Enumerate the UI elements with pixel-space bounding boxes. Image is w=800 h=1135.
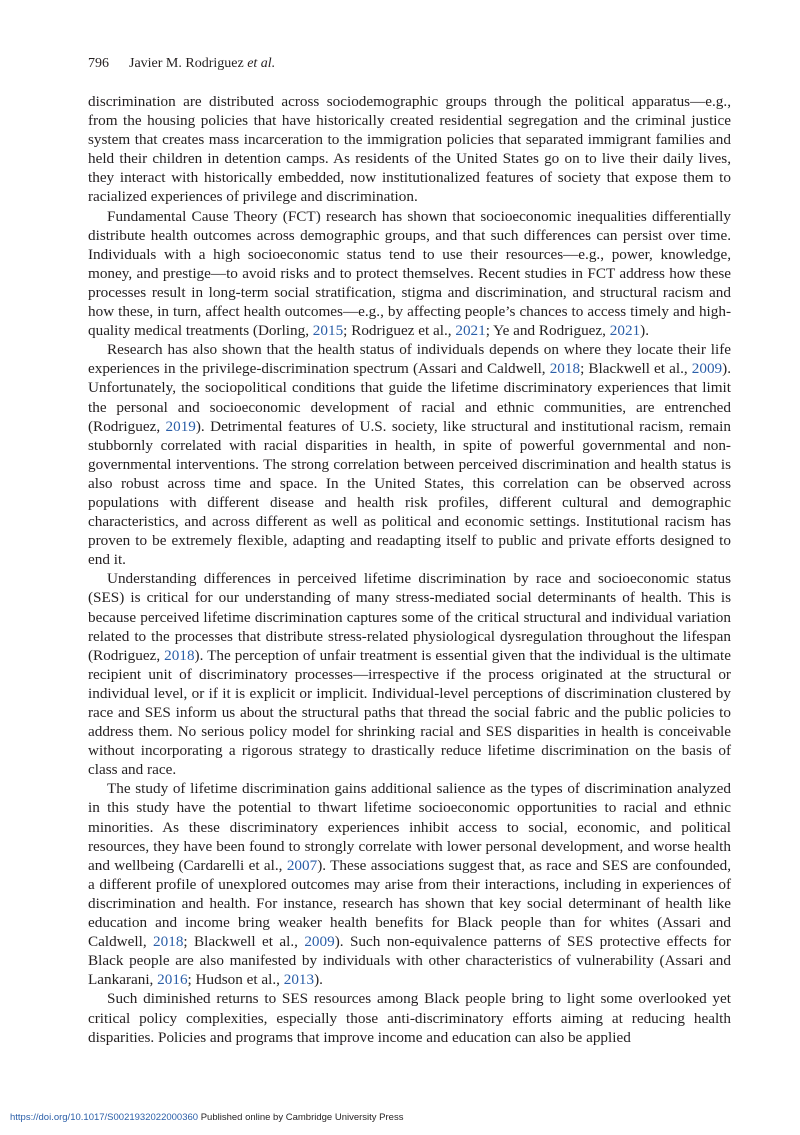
citation-year-link[interactable]: 2007 (286, 856, 318, 874)
paragraph-text: ). (314, 971, 323, 989)
citation-year-link[interactable]: 2009 (691, 360, 723, 378)
paragraph-text: ). Unfortunately, the sociopolitical conditions that guide the lifetime discriminatory experiences that limit the personal and socioeconomic development of racial and ethnic communities, are entrenched (Rodriguez, (88, 360, 731, 435)
page-footer (10, 1112, 403, 1124)
running-head-author: Javier M. Rodriguez (129, 56, 244, 71)
citation-year-link[interactable]: 2021 (609, 322, 641, 340)
paragraph-text: ). Detrimental features of U.S. society, like structural and institutional racism, remain stubbornly correlated with racial disparities in health, in spite of powerful governmental and non-governmental interventions. The strong correlation between perceived discrimination and health status is also robust across time and space. In the United States, this correlation can be observed across populations with different disease and health risk profiles, different cultural and demographic characteristics, and across different as well as political and economic settings. Institutional racism has proven to be extremely flexible, adapting and readapting itself to public and private efforts designed to end it. (88, 417, 731, 569)
publisher-note: Published online by Cambridge University Press (198, 1112, 404, 1123)
paragraph-text: ). Such non-equivalence patterns of SES protective effects for Black people are also manifested by individuals with other characteristics of vulnerability (Assari and Lankarani, (88, 933, 731, 989)
paragraph-text: ). The perception of unfair treatment is essential given that the individual is the ultimate recipient unit of discriminatory processes—irrespective if the process originated at the structural or individual level, or if it is explicit or implicit. Individual-level perceptions of discrimination clustered by race and SES inform us about the structural paths that thread the social fabric and the public policies to address them. No serious policy model for shrinking racial and SES disparities in health is conceivable without incorporating a rigorous strategy to drastically reduce lifetime discrimination on the basis of class and race. (88, 646, 731, 779)
paragraph-text: Understanding differences in perceived lifetime discrimination by race and socioeconomic status (SES) is critical for our understanding of many stress-mediated social determinants of health. This is because perceived lifetime discrimination captures some of the critical structural and individual variation related to the processes that distribute stress-related physiological dysregulation throughout the lifespan (Rodriguez, (88, 570, 731, 664)
running-head-et-al: et al. (247, 56, 276, 71)
citation-year-link[interactable]: 2019 (165, 417, 196, 435)
citation-year-link[interactable]: 2016 (157, 971, 188, 989)
citation-year-link[interactable]: 2009 (304, 933, 335, 951)
paragraph-text: ; Blackwell et al., (183, 933, 305, 951)
paragraph-text: ). (640, 322, 649, 340)
citation-year-link[interactable]: 2015 (312, 322, 344, 340)
body-paragraph (88, 207, 731, 341)
citation-year-link[interactable]: 2013 (283, 971, 315, 989)
paragraph-text: Fundamental Cause Theory (FCT) research has shown that socioeconomic inequalities differentially distribute health outcomes across demographic groups, and that such differences can persist over time. Individuals with a high socioeconomic status tend to use their resources—e.g., power, knowledge, money, and prestige—to avoid risks and to protect themselves. Recent studies in FCT address how these processes result in long-term social stratification, stigma and discrimination, and structural racism and how these, in turn, affect health outcomes—e.g., by affecting people’s chances to access timely and high-quality medical treatments (Dorling, (88, 207, 731, 340)
paragraph-text: discrimination are distributed across sociodemographic groups through the political apparatus—e.g., from the housing policies that have historically created residential segregation and the criminal justice system that creates mass incarceration to the immigration policies that separated immigrant families and held their children in detention camps. As residents of the United States go on to live their daily lives, they interact with historically embedded, now institutionalized features of society that expose them to racialized experiences of privilege and discrimination. (88, 93, 731, 206)
page-number: 796 (88, 56, 109, 71)
citation-year-link[interactable]: 2018 (153, 933, 184, 951)
body-paragraph (88, 569, 731, 779)
paragraph-text: Research has also shown that the health status of individuals depends on where they locate their life experiences in the privilege-discrimination spectrum (Assari and Caldwell, (88, 341, 731, 378)
body-paragraph (88, 340, 731, 569)
paragraph-text: ). These associations suggest that, as race and SES are confounded, a different profile of unexplored outcomes may arise from their interactions, including in experiences of discrimination and health. For instance, research has shown that key social determinant of health like education and income bring weaker health benefits for Black people than for whites (Assari and Caldwell, (88, 856, 731, 951)
body-paragraph (88, 92, 731, 207)
body-paragraph (88, 989, 731, 1046)
paragraph-text: ; Blackwell et al., (580, 360, 692, 378)
running-header (88, 54, 275, 74)
citation-year-link[interactable]: 2018 (164, 646, 195, 664)
paragraph-text: ; Ye and Rodriguez, (485, 322, 610, 340)
paragraph-text: ; Rodriguez et al., (343, 322, 456, 340)
paragraph-text: Such diminished returns to SES resources among Black people bring to light some overlooked yet critical policy complexities, especially those anti-discriminatory efforts aiming at reducing health disparities. Policies and programs that improve income and education can also be applied (88, 990, 731, 1046)
citation-year-link[interactable]: 2021 (455, 322, 486, 340)
body-paragraph (88, 779, 731, 989)
doi-link[interactable]: https://doi.org/10.1017/S0021932022000360 (10, 1112, 199, 1123)
paragraph-text: The study of lifetime discrimination gains additional salience as the types of discrimination analyzed in this study have the potential to thwart lifetime socioeconomic opportunities to racial and ethnic minorities. As these discriminatory experiences inhibit access to social, economic, and political resources, they have been found to strongly correlate with lower personal development, and worse health and wellbeing (Cardarelli et al., (88, 780, 731, 874)
paragraph-text: ; Hudson et al., (187, 971, 284, 989)
citation-year-link[interactable]: 2018 (549, 360, 581, 378)
article-body (88, 92, 731, 1047)
